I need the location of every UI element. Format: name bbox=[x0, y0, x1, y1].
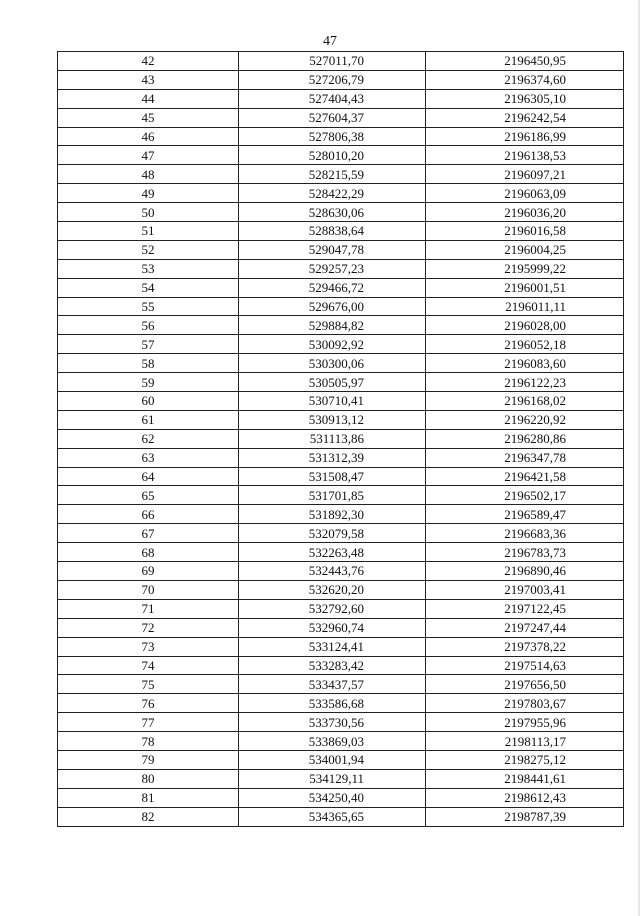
point-number-cell: 47 bbox=[58, 146, 239, 165]
point-number-cell: 82 bbox=[58, 807, 239, 826]
point-number-cell: 56 bbox=[58, 316, 239, 335]
y-coordinate-cell: 2196122,23 bbox=[426, 373, 624, 392]
x-coordinate-cell: 533124,41 bbox=[239, 637, 426, 656]
table-row bbox=[58, 580, 624, 599]
point-number-cell: 66 bbox=[58, 505, 239, 524]
x-coordinate-cell: 529466,72 bbox=[239, 278, 426, 297]
table-row bbox=[58, 732, 624, 751]
y-coordinate-cell: 2196890,46 bbox=[426, 562, 624, 581]
point-number-cell: 57 bbox=[58, 335, 239, 354]
point-number-cell: 73 bbox=[58, 637, 239, 656]
y-coordinate-cell: 2196063,09 bbox=[426, 184, 624, 203]
table-row bbox=[58, 52, 624, 71]
x-coordinate-cell: 529257,23 bbox=[239, 259, 426, 278]
point-number-cell: 43 bbox=[58, 70, 239, 89]
y-coordinate-cell: 2196783,73 bbox=[426, 543, 624, 562]
point-number-cell: 72 bbox=[58, 618, 239, 637]
x-coordinate-cell: 528838,64 bbox=[239, 222, 426, 241]
table-row bbox=[58, 127, 624, 146]
y-coordinate-cell: 2196374,60 bbox=[426, 70, 624, 89]
point-number-cell: 71 bbox=[58, 599, 239, 618]
x-coordinate-cell: 530710,41 bbox=[239, 392, 426, 411]
table-row bbox=[58, 505, 624, 524]
table-row bbox=[58, 656, 624, 675]
y-coordinate-cell: 2196305,10 bbox=[426, 89, 624, 108]
table-row bbox=[58, 429, 624, 448]
x-coordinate-cell: 532620,20 bbox=[239, 580, 426, 599]
y-coordinate-cell: 2198275,12 bbox=[426, 750, 624, 769]
table-row bbox=[58, 278, 624, 297]
table-row bbox=[58, 146, 624, 165]
table-row bbox=[58, 297, 624, 316]
table-row bbox=[58, 165, 624, 184]
table-row bbox=[58, 713, 624, 732]
x-coordinate-cell: 533869,03 bbox=[239, 732, 426, 751]
y-coordinate-cell: 2196028,00 bbox=[426, 316, 624, 335]
x-coordinate-cell: 532263,48 bbox=[239, 543, 426, 562]
point-number-cell: 76 bbox=[58, 694, 239, 713]
x-coordinate-cell: 528630,06 bbox=[239, 203, 426, 222]
point-number-cell: 53 bbox=[58, 259, 239, 278]
x-coordinate-cell: 532443,76 bbox=[239, 562, 426, 581]
table-row bbox=[58, 769, 624, 788]
y-coordinate-cell: 2197955,96 bbox=[426, 713, 624, 732]
x-coordinate-cell: 528422,29 bbox=[239, 184, 426, 203]
table-row bbox=[58, 562, 624, 581]
y-coordinate-cell: 2196016,58 bbox=[426, 222, 624, 241]
y-coordinate-cell: 2196242,54 bbox=[426, 108, 624, 127]
y-coordinate-cell: 2197003,41 bbox=[426, 580, 624, 599]
y-coordinate-cell: 2197514,63 bbox=[426, 656, 624, 675]
y-coordinate-cell: 2197378,22 bbox=[426, 637, 624, 656]
table-row bbox=[58, 108, 624, 127]
table-row bbox=[58, 750, 624, 769]
x-coordinate-cell: 530092,92 bbox=[239, 335, 426, 354]
table-row bbox=[58, 316, 624, 335]
x-coordinate-cell: 529047,78 bbox=[239, 240, 426, 259]
point-number-cell: 80 bbox=[58, 769, 239, 788]
table-row bbox=[58, 486, 624, 505]
y-coordinate-cell: 2198787,39 bbox=[426, 807, 624, 826]
x-coordinate-cell: 527604,37 bbox=[239, 108, 426, 127]
y-coordinate-cell: 2197803,67 bbox=[426, 694, 624, 713]
table-row bbox=[58, 222, 624, 241]
point-number-cell: 79 bbox=[58, 750, 239, 769]
y-coordinate-cell: 2196011,11 bbox=[426, 297, 624, 316]
point-number-cell: 55 bbox=[58, 297, 239, 316]
point-number-cell: 65 bbox=[58, 486, 239, 505]
table-row bbox=[58, 184, 624, 203]
table-row bbox=[58, 392, 624, 411]
point-number-cell: 69 bbox=[58, 562, 239, 581]
coordinates-table-body bbox=[58, 52, 624, 827]
x-coordinate-cell: 530300,06 bbox=[239, 354, 426, 373]
point-number-cell: 54 bbox=[58, 278, 239, 297]
point-number-cell: 64 bbox=[58, 467, 239, 486]
y-coordinate-cell: 2197122,45 bbox=[426, 599, 624, 618]
point-number-cell: 67 bbox=[58, 524, 239, 543]
table-row bbox=[58, 467, 624, 486]
y-coordinate-cell: 2196097,21 bbox=[426, 165, 624, 184]
y-coordinate-cell: 2196280,86 bbox=[426, 429, 624, 448]
x-coordinate-cell: 531701,85 bbox=[239, 486, 426, 505]
y-coordinate-cell: 2196001,51 bbox=[426, 278, 624, 297]
table-row bbox=[58, 807, 624, 826]
point-number-cell: 77 bbox=[58, 713, 239, 732]
table-row bbox=[58, 675, 624, 694]
point-number-cell: 61 bbox=[58, 410, 239, 429]
point-number-cell: 70 bbox=[58, 580, 239, 599]
y-coordinate-cell: 2196450,95 bbox=[426, 52, 624, 71]
page-number: 47 bbox=[323, 34, 337, 49]
point-number-cell: 52 bbox=[58, 240, 239, 259]
table-row bbox=[58, 203, 624, 222]
x-coordinate-cell: 533283,42 bbox=[239, 656, 426, 675]
table-row bbox=[58, 788, 624, 807]
x-coordinate-cell: 529676,00 bbox=[239, 297, 426, 316]
table-row bbox=[58, 89, 624, 108]
point-number-cell: 81 bbox=[58, 788, 239, 807]
y-coordinate-cell: 2198441,61 bbox=[426, 769, 624, 788]
y-coordinate-cell: 2196004,25 bbox=[426, 240, 624, 259]
y-coordinate-cell: 2197247,44 bbox=[426, 618, 624, 637]
y-coordinate-cell: 2196502,17 bbox=[426, 486, 624, 505]
point-number-cell: 50 bbox=[58, 203, 239, 222]
point-number-cell: 68 bbox=[58, 543, 239, 562]
y-coordinate-cell: 2195999,22 bbox=[426, 259, 624, 278]
x-coordinate-cell: 534001,94 bbox=[239, 750, 426, 769]
point-number-cell: 51 bbox=[58, 222, 239, 241]
y-coordinate-cell: 2196052,18 bbox=[426, 335, 624, 354]
x-coordinate-cell: 529884,82 bbox=[239, 316, 426, 335]
point-number-cell: 58 bbox=[58, 354, 239, 373]
x-coordinate-cell: 534365,65 bbox=[239, 807, 426, 826]
y-coordinate-cell: 2198113,17 bbox=[426, 732, 624, 751]
x-coordinate-cell: 527011,70 bbox=[239, 52, 426, 71]
point-number-cell: 46 bbox=[58, 127, 239, 146]
table-row bbox=[58, 373, 624, 392]
x-coordinate-cell: 532792,60 bbox=[239, 599, 426, 618]
table-row bbox=[58, 335, 624, 354]
table-row bbox=[58, 637, 624, 656]
table-row bbox=[58, 354, 624, 373]
x-coordinate-cell: 528215,59 bbox=[239, 165, 426, 184]
y-coordinate-cell: 2196683,36 bbox=[426, 524, 624, 543]
point-number-cell: 62 bbox=[58, 429, 239, 448]
point-number-cell: 45 bbox=[58, 108, 239, 127]
table-row bbox=[58, 448, 624, 467]
y-coordinate-cell: 2198612,43 bbox=[426, 788, 624, 807]
point-number-cell: 44 bbox=[58, 89, 239, 108]
point-number-cell: 48 bbox=[58, 165, 239, 184]
x-coordinate-cell: 531892,30 bbox=[239, 505, 426, 524]
point-number-cell: 74 bbox=[58, 656, 239, 675]
x-coordinate-cell: 527806,38 bbox=[239, 127, 426, 146]
x-coordinate-cell: 527206,79 bbox=[239, 70, 426, 89]
y-coordinate-cell: 2196138,53 bbox=[426, 146, 624, 165]
table-row bbox=[58, 694, 624, 713]
y-coordinate-cell: 2197656,50 bbox=[426, 675, 624, 694]
y-coordinate-cell: 2196347,78 bbox=[426, 448, 624, 467]
x-coordinate-cell: 534129,11 bbox=[239, 769, 426, 788]
y-coordinate-cell: 2196421,58 bbox=[426, 467, 624, 486]
table-row bbox=[58, 618, 624, 637]
y-coordinate-cell: 2196186,99 bbox=[426, 127, 624, 146]
point-number-cell: 78 bbox=[58, 732, 239, 751]
x-coordinate-cell: 531508,47 bbox=[239, 467, 426, 486]
point-number-cell: 75 bbox=[58, 675, 239, 694]
y-coordinate-cell: 2196168,02 bbox=[426, 392, 624, 411]
point-number-cell: 60 bbox=[58, 392, 239, 411]
coordinates-table bbox=[57, 51, 624, 827]
x-coordinate-cell: 534250,40 bbox=[239, 788, 426, 807]
x-coordinate-cell: 533437,57 bbox=[239, 675, 426, 694]
table-row bbox=[58, 524, 624, 543]
x-coordinate-cell: 532960,74 bbox=[239, 618, 426, 637]
table-row bbox=[58, 70, 624, 89]
x-coordinate-cell: 533730,56 bbox=[239, 713, 426, 732]
table-row bbox=[58, 543, 624, 562]
table-row bbox=[58, 240, 624, 259]
x-coordinate-cell: 530505,97 bbox=[239, 373, 426, 392]
point-number-cell: 59 bbox=[58, 373, 239, 392]
point-number-cell: 63 bbox=[58, 448, 239, 467]
x-coordinate-cell: 533586,68 bbox=[239, 694, 426, 713]
table-row bbox=[58, 599, 624, 618]
y-coordinate-cell: 2196220,92 bbox=[426, 410, 624, 429]
point-number-cell: 49 bbox=[58, 184, 239, 203]
table-row bbox=[58, 410, 624, 429]
x-coordinate-cell: 531312,39 bbox=[239, 448, 426, 467]
y-coordinate-cell: 2196589,47 bbox=[426, 505, 624, 524]
x-coordinate-cell: 528010,20 bbox=[239, 146, 426, 165]
table-row bbox=[58, 259, 624, 278]
x-coordinate-cell: 527404,43 bbox=[239, 89, 426, 108]
x-coordinate-cell: 532079,58 bbox=[239, 524, 426, 543]
point-number-cell: 42 bbox=[58, 52, 239, 71]
x-coordinate-cell: 531113,86 bbox=[239, 429, 426, 448]
y-coordinate-cell: 2196083,60 bbox=[426, 354, 624, 373]
x-coordinate-cell: 530913,12 bbox=[239, 410, 426, 429]
y-coordinate-cell: 2196036,20 bbox=[426, 203, 624, 222]
